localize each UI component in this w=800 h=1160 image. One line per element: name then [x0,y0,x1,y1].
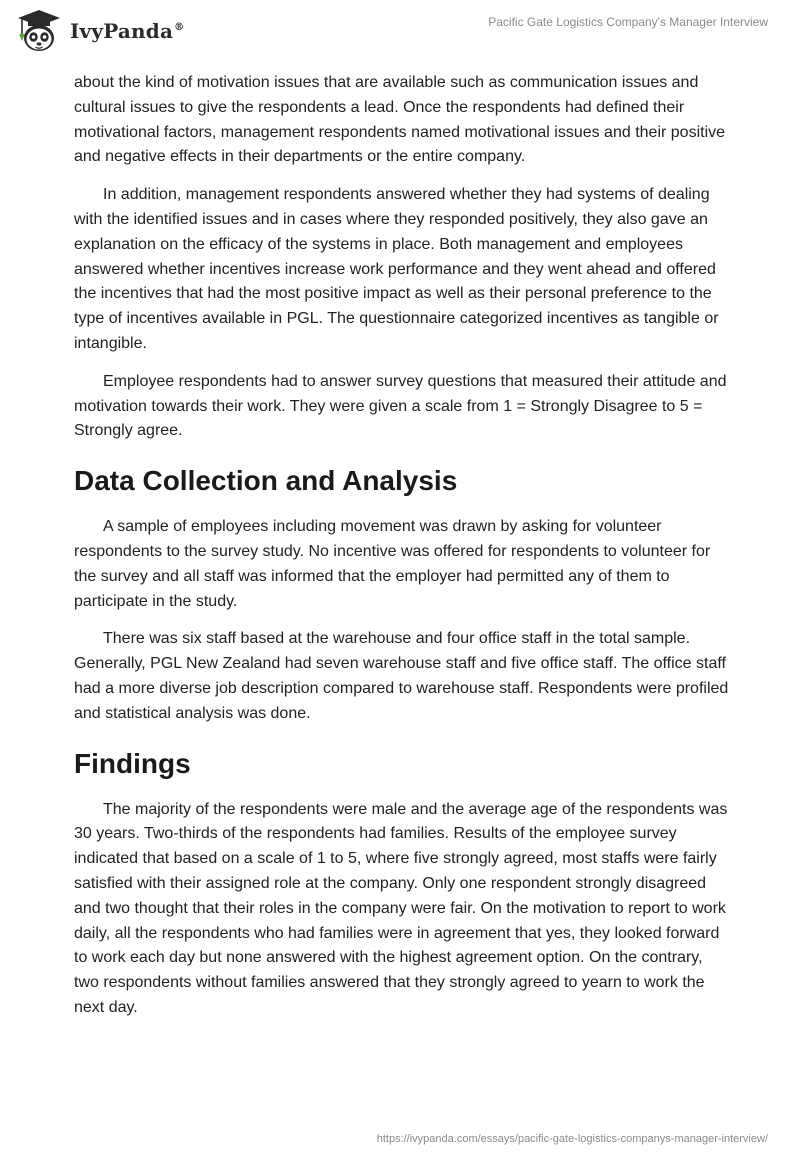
paragraph: There was six staff based at the warehouse and four office staff in the total sample. Generally, PGL New Zealand had seven warehouse staff and five office staff. The office staff had a more diverse job description compared to warehouse staff. Respondents were profiled and statistical analysis was done. [74,630,729,722]
paragraph: A sample of employees including movement was drawn by asking for volunteer respondents to the survey study. No incentive was offered for respondents to volunteer for the survey and all staff was informed that the employer had permitted any of them to participate in the study. [74,518,711,610]
paragraph: about the kind of motivation issues that are available such as communication issues and cultural issues to give the respondents a lead. Once the respondents had defined their motivational factors, management respondents named motivational issues and their positive and negative effects in their departments or the entire company. [74,74,726,166]
page-header [0,0,800,64]
paragraph: Employee respondents had to answer survey questions that measured their attitude and motivation towards their work. They were given a scale from 1 = Strongly Disagree to 5 = Strongly agree. [74,372,727,440]
brand-name: IvyPanda® [70,19,185,43]
panda-graduate-icon [14,8,64,54]
ivypanda-logo[interactable] [14,8,184,54]
section-heading-findings: Findings [74,747,191,779]
section-heading-data-collection: Data Collection and Analysis [74,465,458,497]
paragraph: In addition, management respondents answered whether they had systems of dealing with the identified issues and in cases where they responded positively, they also gave an explanation on the efficacy of the systems in place. Both management and employees answered whether incentives increase work performance and they went ahead and offered the incentives that had the most positive impact as well as their personal preference to the type of incentives available in PGL. The questionnaire categorized incentives as tangible or intangible. [74,186,719,352]
article-body [74,71,730,1034]
paragraph: The majority of the respondents were male and the average age of the respondents was 30 years. Two-thirds of the respondents had families. Results of the employee survey indicated that based on a scale of 1 to 5, where five strongly agreed, most staffs were fairly satisfied with their assigned role at the company. Only one respondent strongly disagreed and two thought that their roles in the company were fair. On the motivation to report to work daily, all the respondents who had families were in agreement that yes, they looked forward to work each day but none answered with the highest agreement option. On the contrary, two respondents without families answered that they strongly agreed to yearn to work the next day. [74,800,728,1016]
source-url-link[interactable]: https://ivypanda.com/essays/pacific-gate-logistics-companys-manager-interview/ [376,1133,768,1145]
document-title: Pacific Gate Logistics Company's Manager Interview [488,15,768,29]
